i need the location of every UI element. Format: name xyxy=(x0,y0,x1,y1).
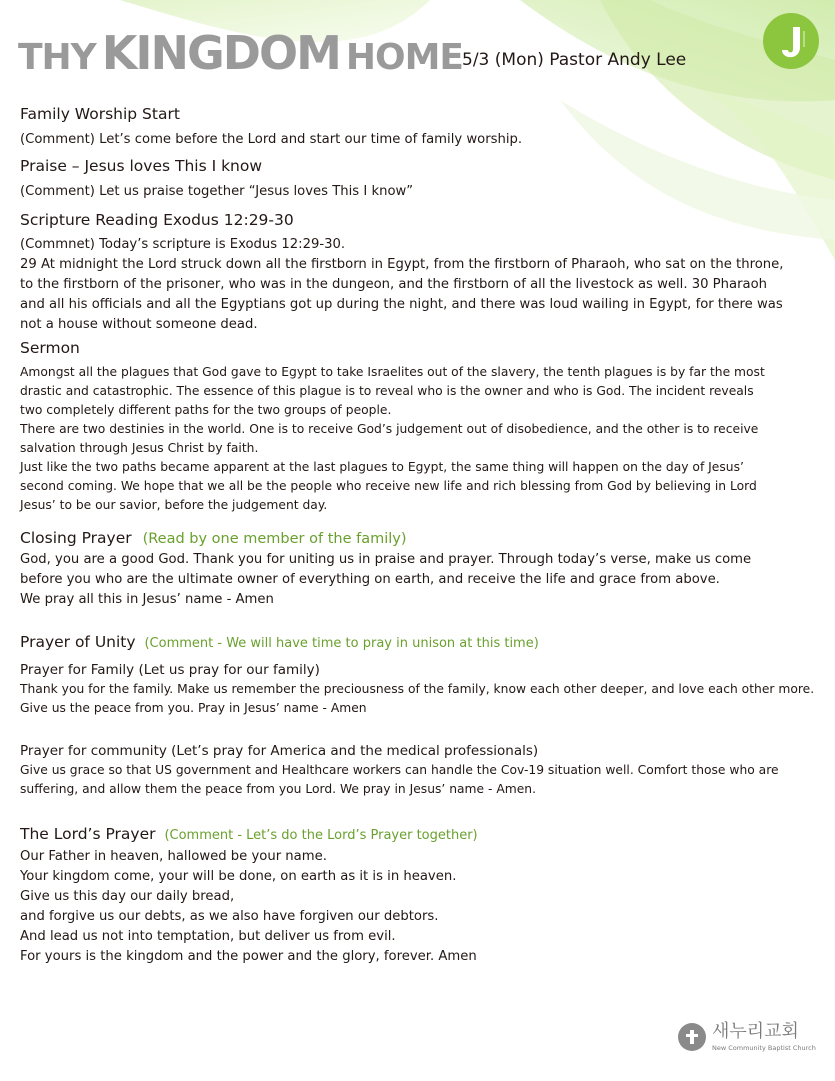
scripture-line: to the firstborn of the prisoner, who was in the dungeon, and the firstborn of all the livestock as well. 30 Pharaoh xyxy=(20,277,767,292)
section-heading xyxy=(20,527,825,550)
prayer-family-line: Give us the peace from you. Pray in Jesus’ name - Amen xyxy=(20,701,367,715)
scripture-line: and all his officials and all the Egyptians got up during the night, and there was loud wailing in Egypt, for there was xyxy=(20,297,783,312)
closing-prayer-title: Closing Prayer xyxy=(20,529,132,547)
section-lords-prayer xyxy=(20,823,825,967)
scripture-line: not a house without someone dead. xyxy=(20,317,258,332)
worship-guide xyxy=(20,103,825,967)
closing-prayer-note: (Read by one member of the family) xyxy=(142,531,407,547)
lords-prayer-line: and forgive us our debts, as we also have forgiven our debtors. xyxy=(20,909,439,924)
church-name-english: New Community Baptist Church xyxy=(712,1044,816,1052)
sermon-line: There are two destinies in the world. One is to receive God’s judgement out of disobedience, and the other is to receive xyxy=(20,422,759,436)
lords-prayer-line: For yours is the kingdom and the power and the glory, forever. Amen xyxy=(20,949,477,964)
section-heading xyxy=(20,823,825,847)
section-prayer-of-unity xyxy=(20,631,825,799)
lords-prayer-line: And lead us not into temptation, but deliver us from evil. xyxy=(20,929,396,944)
prayer-community-line: Give us grace so that US government and Healthcare workers can handle the Cov-19 situation well. Comfort those who are xyxy=(20,763,779,777)
closing-prayer-line: before you who are the ultimate owner of everything on earth, and receive the life and grace from above. xyxy=(20,572,720,587)
sermon-line: Just like the two paths became apparent at the last plagues to Egypt, the same thing will happen on the day of Jesus’ xyxy=(20,460,744,474)
section-closing-prayer xyxy=(20,527,825,610)
closing-prayer-line: God, you are a good God. Thank you for uniting us in praise and prayer. Through today’s verse, make us come xyxy=(20,552,752,567)
lords-prayer-line: Our Father in heaven, hallowed be your name. xyxy=(20,849,327,864)
scripture-intro: (Commnet) Today’s scripture is Exodus 12:29-30. xyxy=(20,237,346,252)
j-logo-icon xyxy=(763,13,819,69)
sermon-line: drastic and catastrophic. The essence of this plague is to reveal who is the owner and who is God. The incident reveals xyxy=(20,384,754,398)
church-mark-icon xyxy=(678,1023,706,1051)
church-logo xyxy=(678,1022,816,1052)
section-worship-start xyxy=(20,103,825,150)
prayer-unity-note: (Comment - We will have time to pray in unison at this time) xyxy=(144,636,539,651)
sermon-line: Jesus’ to be our savior, before the judgement day. xyxy=(20,498,328,512)
prayer-family-heading: Prayer for Family (Let us pray for our family) xyxy=(20,662,320,678)
section-text: (Comment) Let’s come before the Lord and start our time of family worship. xyxy=(20,132,523,147)
section-heading: Praise – Jesus loves This I know xyxy=(20,157,263,175)
sermon-line: second coming. We hope that we all be the people who receive new life and rich blessing from God by believing in Lord xyxy=(20,479,757,493)
scripture-line: 29 At midnight the Lord struck down all the firstborn in Egypt, from the firstborn of Pharaoh, who sat on the throne, xyxy=(20,257,784,272)
title-kingdom: KINGDOM xyxy=(101,26,340,80)
page-subtitle: 5/3 (Mon) Pastor Andy Lee xyxy=(462,50,687,70)
section-praise xyxy=(20,155,825,202)
church-name-korean: 새누리교회 xyxy=(712,1021,799,1042)
section-text: (Comment) Let us praise together “Jesus loves This I know” xyxy=(20,184,414,199)
lords-prayer-note: (Comment - Let’s do the Lord’s Prayer together) xyxy=(164,828,478,843)
prayer-community-heading: Prayer for community (Let’s pray for America and the medical professionals) xyxy=(20,743,539,759)
title-thy: THY xyxy=(18,37,96,78)
lords-prayer-line: Your kingdom come, your will be done, on earth as it is in heaven. xyxy=(20,869,457,884)
sermon-line: Amongst all the plagues that God gave to Egypt to take Israelites out of the slavery, the tenth plagues is by far the most xyxy=(20,365,765,379)
sermon-line: salvation through Jesus Christ by faith. xyxy=(20,441,259,455)
title-home: HOME xyxy=(345,37,464,78)
section-sermon xyxy=(20,337,825,515)
lords-prayer-line: Give us this day our daily bread, xyxy=(20,889,235,904)
closing-prayer-line: We pray all this in Jesus’ name - Amen xyxy=(20,592,274,607)
section-heading: Family Worship Start xyxy=(20,105,180,123)
section-scripture xyxy=(20,209,825,335)
section-heading xyxy=(20,631,825,655)
section-heading: Scripture Reading Exodus 12:29-30 xyxy=(20,211,294,229)
prayer-community-line: suffering, and allow them the peace from you Lord. We pray in Jesus’ name - Amen. xyxy=(20,782,536,796)
lords-prayer-title: The Lord’s Prayer xyxy=(20,825,156,843)
page-title xyxy=(18,26,463,80)
prayer-family-line: Thank you for the family. Make us remember the preciousness of the family, know each other deeper, and love each other more. xyxy=(20,682,815,696)
prayer-unity-title: Prayer of Unity xyxy=(20,633,136,651)
sermon-line: two completely different paths for the two groups of people. xyxy=(20,403,392,417)
section-heading: Sermon xyxy=(20,339,80,357)
